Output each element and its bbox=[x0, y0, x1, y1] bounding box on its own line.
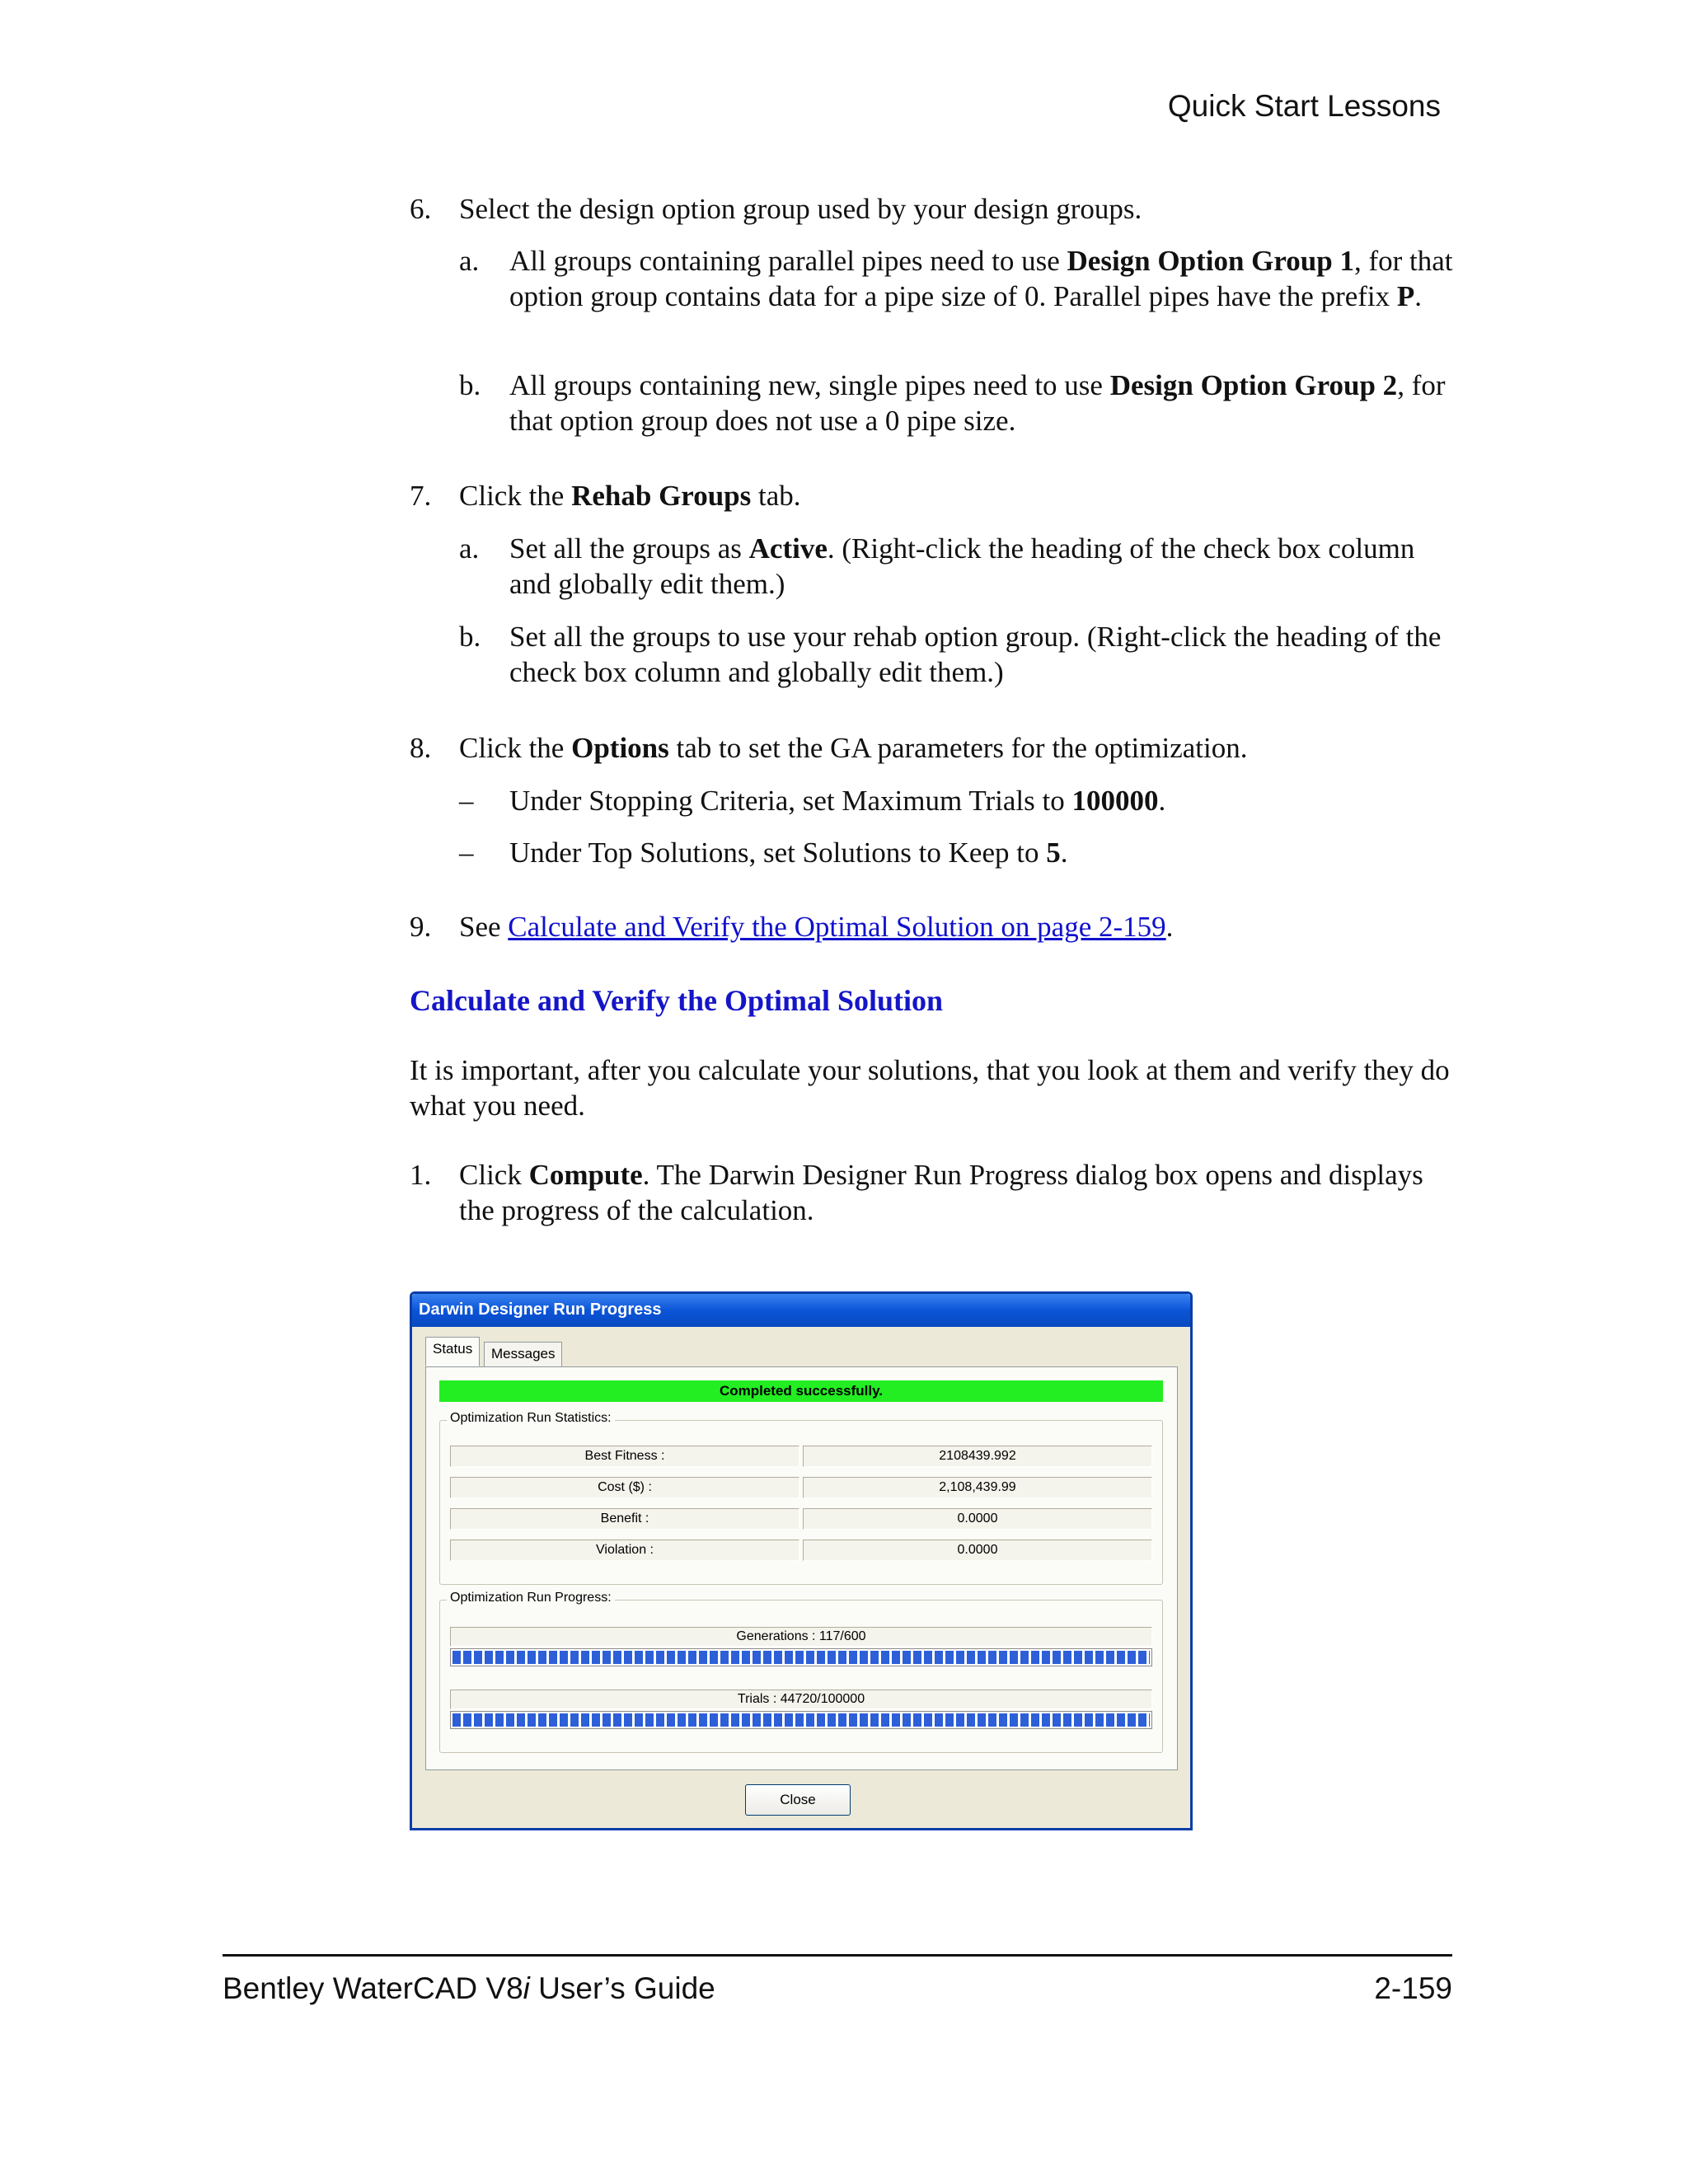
stat-label: Violation : bbox=[450, 1540, 799, 1561]
running-header: Quick Start Lessons bbox=[1167, 89, 1441, 123]
step-7b-text: Set all the groups to use your rehab option group. (Right-click the heading of the check box column and globally edit them.) bbox=[509, 621, 1442, 688]
generations-progress-bar bbox=[450, 1648, 1152, 1666]
step-7-number: 7. bbox=[410, 480, 432, 512]
stat-value: 2108439.992 bbox=[803, 1446, 1152, 1467]
close-button[interactable]: Close bbox=[745, 1784, 851, 1816]
stat-value: 0.0000 bbox=[803, 1540, 1152, 1561]
step-8-dash-2: – bbox=[459, 837, 474, 869]
step-8-dash-1: – bbox=[459, 785, 474, 817]
step-7a-mark: a. bbox=[459, 532, 480, 565]
stat-row-violation bbox=[450, 1540, 1152, 1561]
section-heading: Calculate and Verify the Optimal Solution bbox=[410, 984, 944, 1017]
step-1-number: 1. bbox=[410, 1159, 432, 1191]
stat-label: Cost ($) : bbox=[450, 1477, 799, 1498]
step-9-text: See Calculate and Verify the Optimal Solution on page 2-159. bbox=[459, 911, 1174, 943]
generations-progress-fill bbox=[452, 1651, 1150, 1664]
stat-row-benefit bbox=[450, 1508, 1152, 1530]
tab-messages[interactable]: Messages bbox=[484, 1342, 562, 1366]
run-progress-dialog bbox=[410, 1291, 1193, 1830]
stat-label: Benefit : bbox=[450, 1508, 799, 1530]
dialog-titlebar[interactable] bbox=[412, 1294, 1190, 1327]
stat-label: Best Fitness : bbox=[450, 1446, 799, 1467]
stat-row-best-fitness bbox=[450, 1446, 1152, 1467]
footer-page-number: 2-159 bbox=[1374, 1971, 1452, 2005]
status-banner: Completed successfully. bbox=[439, 1380, 1163, 1402]
run-statistics-legend: Optimization Run Statistics: bbox=[447, 1411, 615, 1426]
trials-progress-fill bbox=[452, 1713, 1150, 1727]
step-8-text: Click the Options tab to set the GA parameters for the optimization. bbox=[459, 732, 1248, 764]
step-6b-text: All groups containing new, single pipes need to use Design Option Group 2, for that option group does not use a 0 pipe size. bbox=[509, 369, 1446, 437]
trials-label: Trials : 44720/100000 bbox=[450, 1690, 1152, 1709]
step-6-text: Select the design option group used by your design groups. bbox=[459, 193, 1142, 225]
run-statistics-group bbox=[439, 1411, 1163, 1585]
step-7-text: Click the Rehab Groups tab. bbox=[459, 480, 801, 512]
step-8-max-trials-text: Under Stopping Criteria, set Maximum Trials to 100000. bbox=[509, 785, 1166, 817]
run-progress-group bbox=[439, 1591, 1163, 1753]
cross-reference-link[interactable]: Calculate and Verify the Optimal Solution on page 2-159 bbox=[508, 911, 1166, 943]
run-progress-legend: Optimization Run Progress: bbox=[447, 1591, 615, 1605]
section-intro: It is important, after you calculate your solutions, that you look at them and verify they do what you need. bbox=[410, 1054, 1450, 1122]
footer-rule bbox=[223, 1954, 1452, 1957]
step-9-number: 9. bbox=[410, 911, 432, 943]
stat-value: 0.0000 bbox=[803, 1508, 1152, 1530]
trials-progress-bar bbox=[450, 1711, 1152, 1729]
tab-status[interactable]: Status bbox=[425, 1337, 480, 1366]
step-1-text: Click Compute. The Darwin Designer Run Progress dialog box opens and displays the progress of the calculation. bbox=[459, 1159, 1423, 1226]
step-6a-text: All groups containing parallel pipes need to use Design Option Group 1, for that option group contains data for a pipe size of 0. Parallel pipes have the prefix P. bbox=[509, 245, 1453, 312]
step-6a-mark: a. bbox=[459, 245, 480, 277]
step-7b-mark: b. bbox=[459, 621, 481, 653]
dialog-title: Darwin Designer Run Progress bbox=[419, 1301, 662, 1319]
step-8-number: 8. bbox=[410, 732, 432, 764]
stat-value: 2,108,439.99 bbox=[803, 1477, 1152, 1498]
stat-row-cost bbox=[450, 1477, 1152, 1498]
generations-label: Generations : 117/600 bbox=[450, 1627, 1152, 1647]
footer-guide-title: Bentley WaterCAD V8i User’s Guide bbox=[223, 1971, 715, 2005]
step-8-solutions-text: Under Top Solutions, set Solutions to Keep to 5. bbox=[509, 837, 1068, 869]
step-6-number: 6. bbox=[410, 193, 432, 225]
status-tab-panel bbox=[425, 1366, 1178, 1770]
step-7a-text: Set all the groups as Active. (Right-click the heading of the check box column and globally edit them.) bbox=[509, 532, 1415, 600]
step-6b-mark: b. bbox=[459, 369, 481, 401]
